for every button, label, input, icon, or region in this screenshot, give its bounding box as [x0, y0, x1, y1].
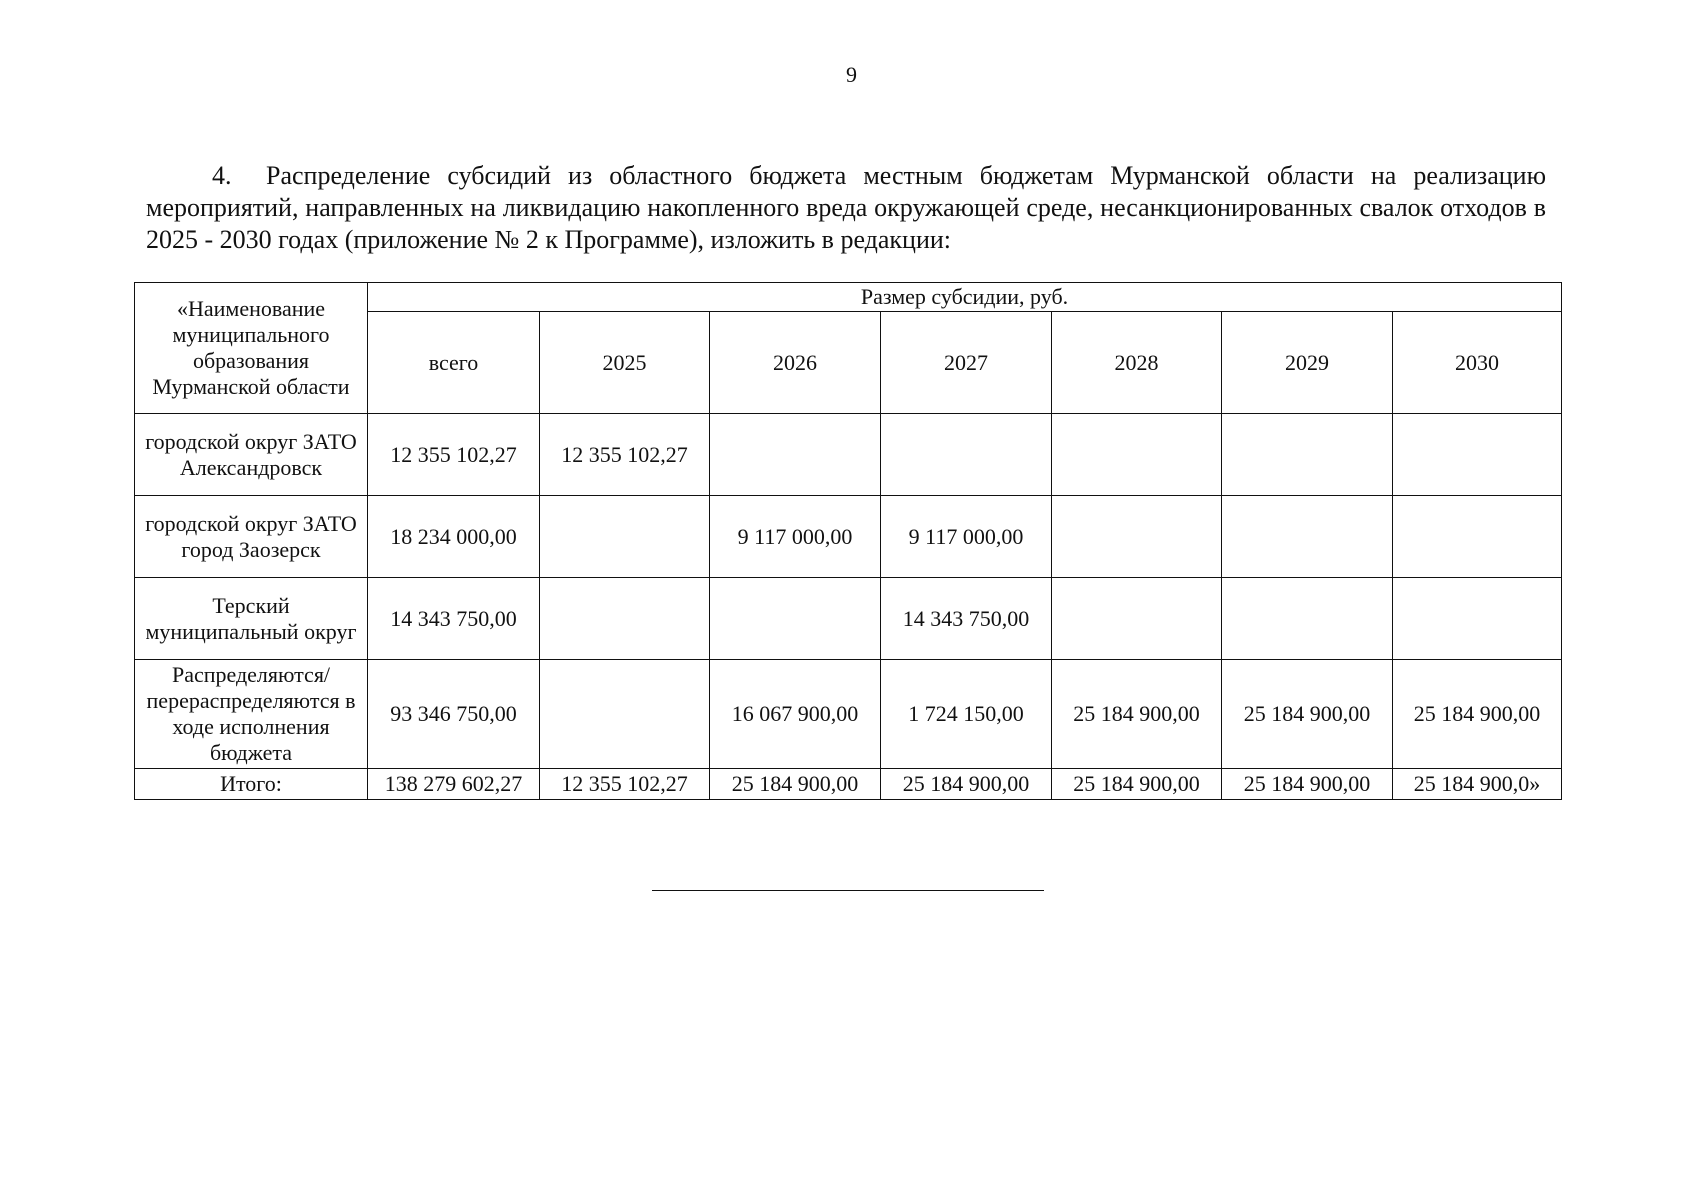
row-municipality: городской округ ЗАТО город Заозерск [135, 496, 368, 578]
header-total: всего [368, 312, 540, 414]
cell-value: 25 184 900,00 [1222, 660, 1393, 769]
cell-value: 9 117 000,00 [710, 496, 881, 578]
section-number: 4. [212, 161, 232, 190]
cell-value [1393, 578, 1562, 660]
subsidy-table [134, 282, 1562, 800]
cell-value: 1 724 150,00 [881, 660, 1052, 769]
page-number: 9 [846, 62, 857, 87]
cell-value [1393, 414, 1562, 496]
cell-value [881, 414, 1052, 496]
row-municipality: Распределяются/ перераспределяются в ходе исполнения бюджета [135, 660, 368, 769]
cell-total: 18 234 000,00 [368, 496, 540, 578]
cell-total: 138 279 602,27 [368, 769, 540, 800]
cell-value [540, 496, 710, 578]
header-year: 2030 [1393, 312, 1562, 414]
header-year: 2025 [540, 312, 710, 414]
header-subsidy-size: Размер субсидии, руб. [368, 283, 1562, 312]
cell-value [1052, 496, 1222, 578]
cell-value [710, 414, 881, 496]
cell-value: 25 184 900,00 [1052, 769, 1222, 800]
cell-value: 12 355 102,27 [540, 769, 710, 800]
header-year: 2029 [1222, 312, 1393, 414]
table-total-row [135, 769, 1562, 800]
end-rule [652, 890, 1044, 891]
cell-value [710, 578, 881, 660]
cell-value: 9 117 000,00 [881, 496, 1052, 578]
total-label: Итого: [135, 769, 368, 800]
table-row [135, 578, 1562, 660]
cell-value: 25 184 900,00 [1222, 769, 1393, 800]
cell-value [1222, 578, 1393, 660]
header-year: 2027 [881, 312, 1052, 414]
header-year: 2028 [1052, 312, 1222, 414]
cell-value: 25 184 900,00 [1393, 660, 1562, 769]
header-municipality: «Наименование муниципального образования Мурманской области [135, 283, 368, 414]
row-municipality: Терский муниципальный округ [135, 578, 368, 660]
cell-value: 12 355 102,27 [540, 414, 710, 496]
table-row [135, 414, 1562, 496]
cell-value [540, 578, 710, 660]
cell-value [1393, 496, 1562, 578]
cell-value: 14 343 750,00 [881, 578, 1052, 660]
cell-value [1222, 414, 1393, 496]
header-year: 2026 [710, 312, 881, 414]
cell-value [1052, 414, 1222, 496]
cell-value: 25 184 900,00 [1052, 660, 1222, 769]
section-text: Распределение субсидий из областного бюджета местным бюджетам Мурманской области на реализацию мероприятий, направленных на ликвидацию накопленного вреда окружающей среде, несанкционированных свалок отходов в 2025 - 2030 годах (приложение № 2 к Программе), изложить в редакции: [146, 161, 1546, 254]
table-row [135, 496, 1562, 578]
row-municipality: городской округ ЗАТО Александровск [135, 414, 368, 496]
cell-value [1052, 578, 1222, 660]
section-paragraph [146, 160, 1546, 256]
cell-value: 25 184 900,00 [710, 769, 881, 800]
cell-value: 16 067 900,00 [710, 660, 881, 769]
table-header-row [135, 283, 1562, 312]
cell-value [1222, 496, 1393, 578]
cell-value: 25 184 900,0» [1393, 769, 1562, 800]
cell-total: 14 343 750,00 [368, 578, 540, 660]
table-row [135, 660, 1562, 769]
cell-total: 12 355 102,27 [368, 414, 540, 496]
cell-value: 25 184 900,00 [881, 769, 1052, 800]
cell-value [540, 660, 710, 769]
cell-total: 93 346 750,00 [368, 660, 540, 769]
